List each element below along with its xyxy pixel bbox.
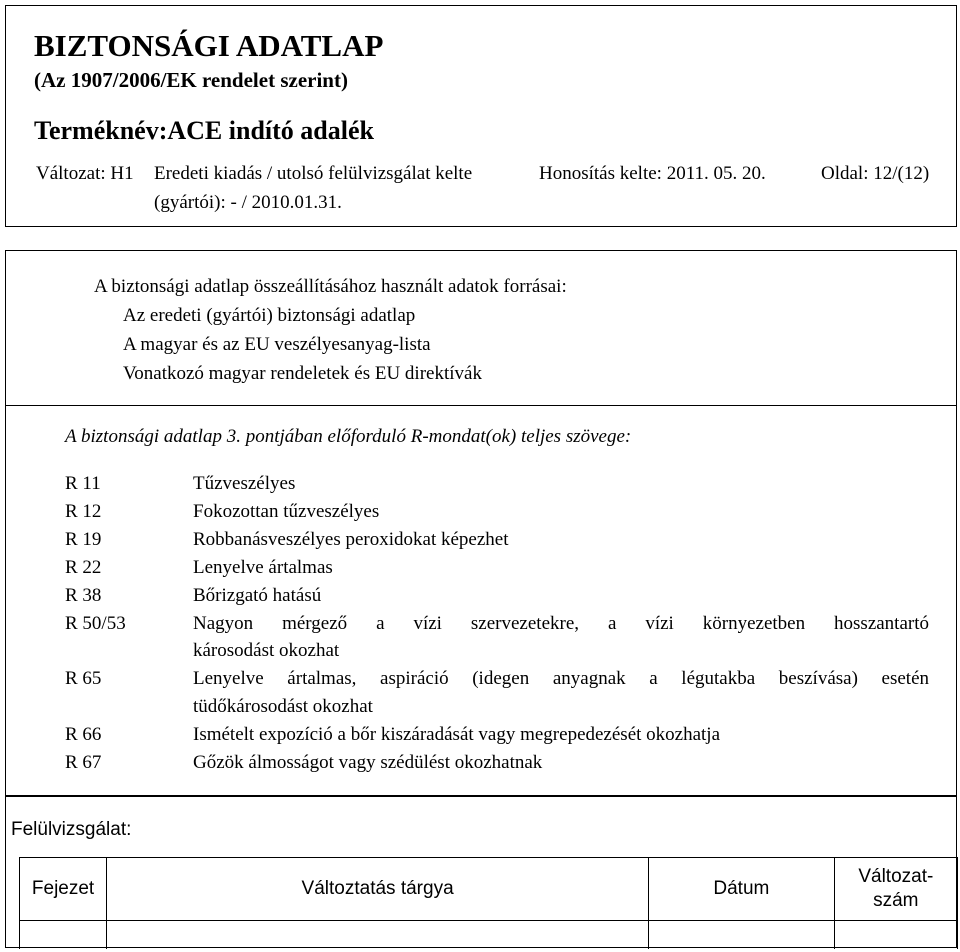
column-header-date: Dátum	[649, 858, 835, 921]
source-item: Az eredeti (gyártói) biztonsági adatlap	[123, 305, 416, 326]
table-cell	[20, 921, 107, 950]
r-text: Lenyelve ártalmas	[193, 557, 333, 578]
r-code: R 22	[65, 557, 102, 578]
r-text-continuation: károsodást okozhat	[193, 640, 340, 661]
column-header-subject: Változtatás tárgya	[107, 858, 649, 921]
issue-date-label: Eredeti kiadás / utolsó felülvizsgálat kelte	[154, 163, 473, 184]
issue-date-value: (gyártói): - / 2010.01.31.	[154, 192, 342, 213]
r-phrases-heading: A biztonsági adatlap 3. pontjában előforduló R-mondat(ok) teljes szövege:	[65, 426, 632, 447]
review-table	[19, 857, 958, 949]
version: Változat: H1	[36, 163, 134, 184]
table-cell	[107, 921, 649, 950]
validation-date: Honosítás kelte: 2011. 05. 20.	[539, 163, 766, 184]
column-header-version-line2: szám	[873, 890, 919, 911]
table-header-row	[20, 858, 958, 921]
r-text: Nagyon mérgező a vízi szervezetekre, a vízi környezetben hosszantartó	[193, 613, 929, 634]
r-text: Robbanásveszélyes peroxidokat képezhet	[193, 529, 509, 550]
column-header-chapter: Fejezet	[20, 858, 107, 921]
column-header-version-line1: Változat-	[858, 866, 934, 887]
r-code: R 65	[65, 668, 102, 689]
r-code: R 38	[65, 585, 102, 606]
page-number: Oldal: 12/(12)	[821, 163, 930, 184]
sources-section	[5, 250, 957, 406]
document-subtitle: (Az 1907/2006/EK rendelet szerint)	[34, 68, 348, 92]
source-item: A magyar és az EU veszélyesanyag-lista	[123, 334, 431, 355]
document-title: BIZTONSÁGI ADATLAP	[34, 28, 384, 63]
column-header-version	[834, 858, 957, 921]
r-text: Bőrizgató hatású	[193, 585, 322, 606]
table-cell	[834, 921, 957, 950]
r-text: Ismételt expozíció a bőr kiszáradását vagy megrepedezését okozhatja	[193, 724, 721, 745]
sources-heading: A biztonsági adatlap összeállításához használt adatok forrásai:	[94, 276, 567, 297]
r-code: R 12	[65, 501, 102, 522]
r-phrases-section	[5, 406, 957, 796]
r-text: Fokozottan tűzveszélyes	[193, 501, 380, 522]
document-header	[5, 5, 957, 227]
r-code: R 67	[65, 752, 102, 773]
r-code: R 66	[65, 724, 102, 745]
review-label: Felülvizsgálat:	[11, 819, 132, 840]
r-text: Tűzveszélyes	[193, 473, 296, 494]
product-label: Terméknév:	[34, 116, 168, 145]
table-cell	[649, 921, 835, 950]
r-code: R 50/53	[65, 613, 126, 634]
product-name-line	[34, 116, 374, 146]
r-code: R 11	[65, 473, 101, 494]
product-name: ACE indító adalék	[167, 116, 374, 145]
review-section	[5, 796, 957, 948]
r-code: R 19	[65, 529, 102, 550]
source-item: Vonatkozó magyar rendeletek és EU direktívák	[123, 363, 482, 384]
r-text: Gőzök álmosságot vagy szédülést okozhatnak	[193, 752, 543, 773]
r-text: Lenyelve ártalmas, aspiráció (idegen anyagnak a légutakba beszívása) esetén	[193, 668, 929, 689]
table-row	[20, 921, 958, 950]
r-text-continuation: tüdőkárosodást okozhat	[193, 696, 373, 717]
